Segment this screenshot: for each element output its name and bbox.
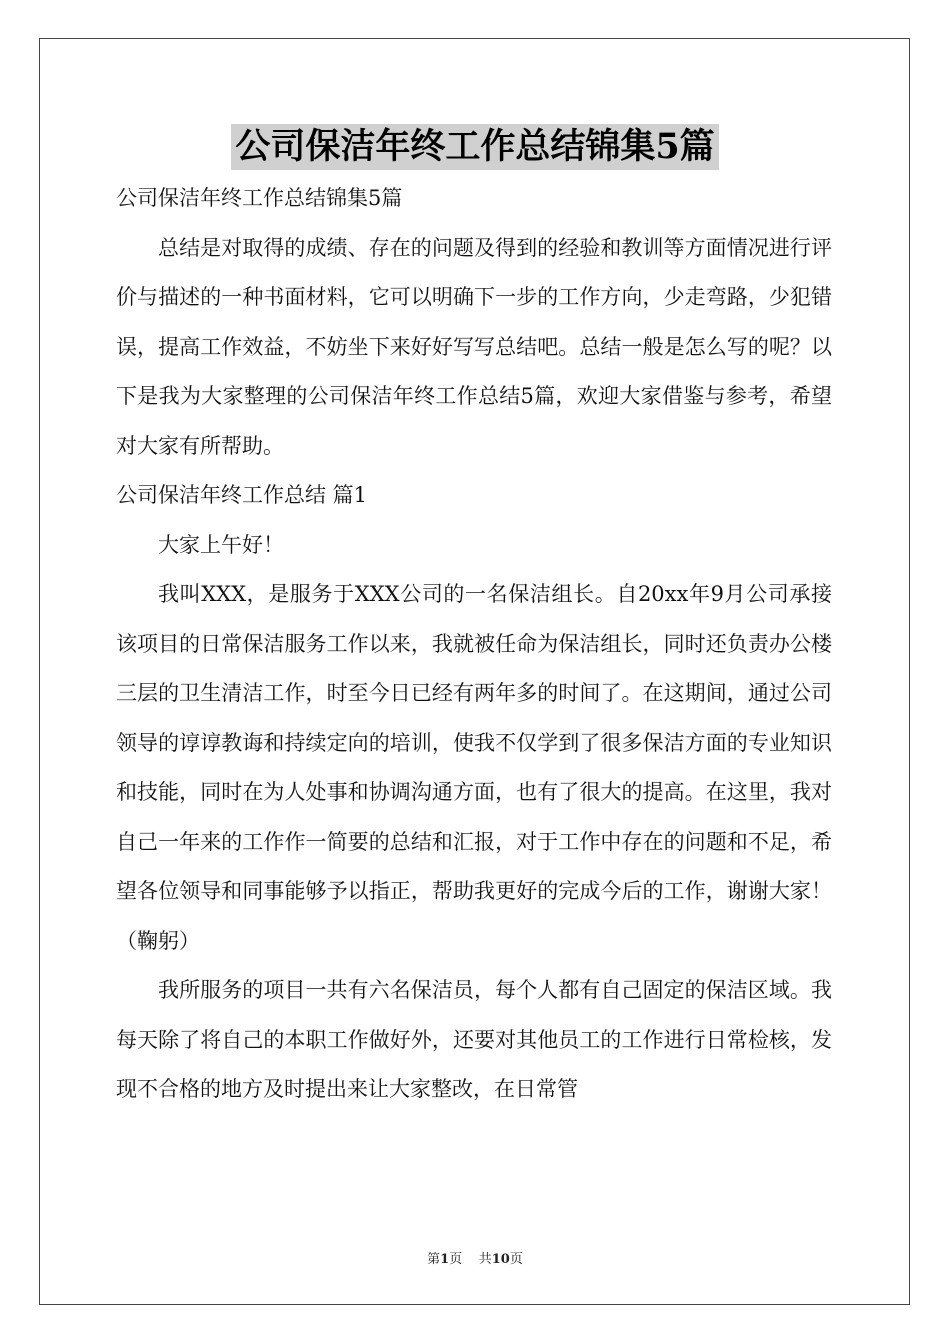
document-title: 公司保洁年终工作总结锦集5篇 (231, 124, 718, 170)
page-footer (0, 1248, 950, 1267)
page-number-label: 第1页 (427, 1252, 463, 1267)
section-heading: 公司保洁年终工作总结 篇1 (116, 483, 368, 507)
paragraph: 大家上午好！ (158, 532, 284, 557)
paragraph: 公司保洁年终工作总结锦集5篇 (116, 186, 403, 210)
page-total-label: 共10页 (478, 1252, 523, 1267)
paragraph: 我叫XXX，是服务于XXX公司的一名保洁组长。自20xx年9月公司承接该项目的日常保洁服务工作以来，我就被任命为保洁组长，同时还负责办公楼三层的卫生清洁工作，时至今日已经有两年多的时间了。在这期间，通过公司领导的谆谆教诲和持续定向的培训，使我不仅学到了很多保洁方面的专业知识和技能，同时在为人处事和协调沟通方面，也有了很大的提高。在这里，我对自己一年来的工作作一简要的总结和汇报，对于工作中存在的问题和不足，希望各位领导和同事能够予以指正，帮助我更好的完成今后的工作，谢谢大家！ （鞠躬） (116, 582, 832, 953)
paragraph: 我所服务的项目一共有六名保洁员，每个人都有自己固定的保洁区域。我每天除了将自己的本职工作做好外，还要对其他员工的工作进行日常检核，发现不合格的地方及时提出来让大家整改，在日常管 (116, 978, 832, 1101)
paragraph: 总结是对取得的成绩、存在的问题及得到的经验和教训等方面情况进行评价与描述的一种书面材料，它可以明确下一步的工作方向，少走弯路，少犯错误，提高工作效益，不妨坐下来好好写写总结吧。总结一般是怎么写的呢？以下是我为大家整理的公司保洁年终工作总结5篇，欢迎大家借鉴与参考，希望对大家有所帮助。 (116, 235, 832, 458)
document-body (116, 174, 832, 1115)
title-container (0, 124, 950, 170)
